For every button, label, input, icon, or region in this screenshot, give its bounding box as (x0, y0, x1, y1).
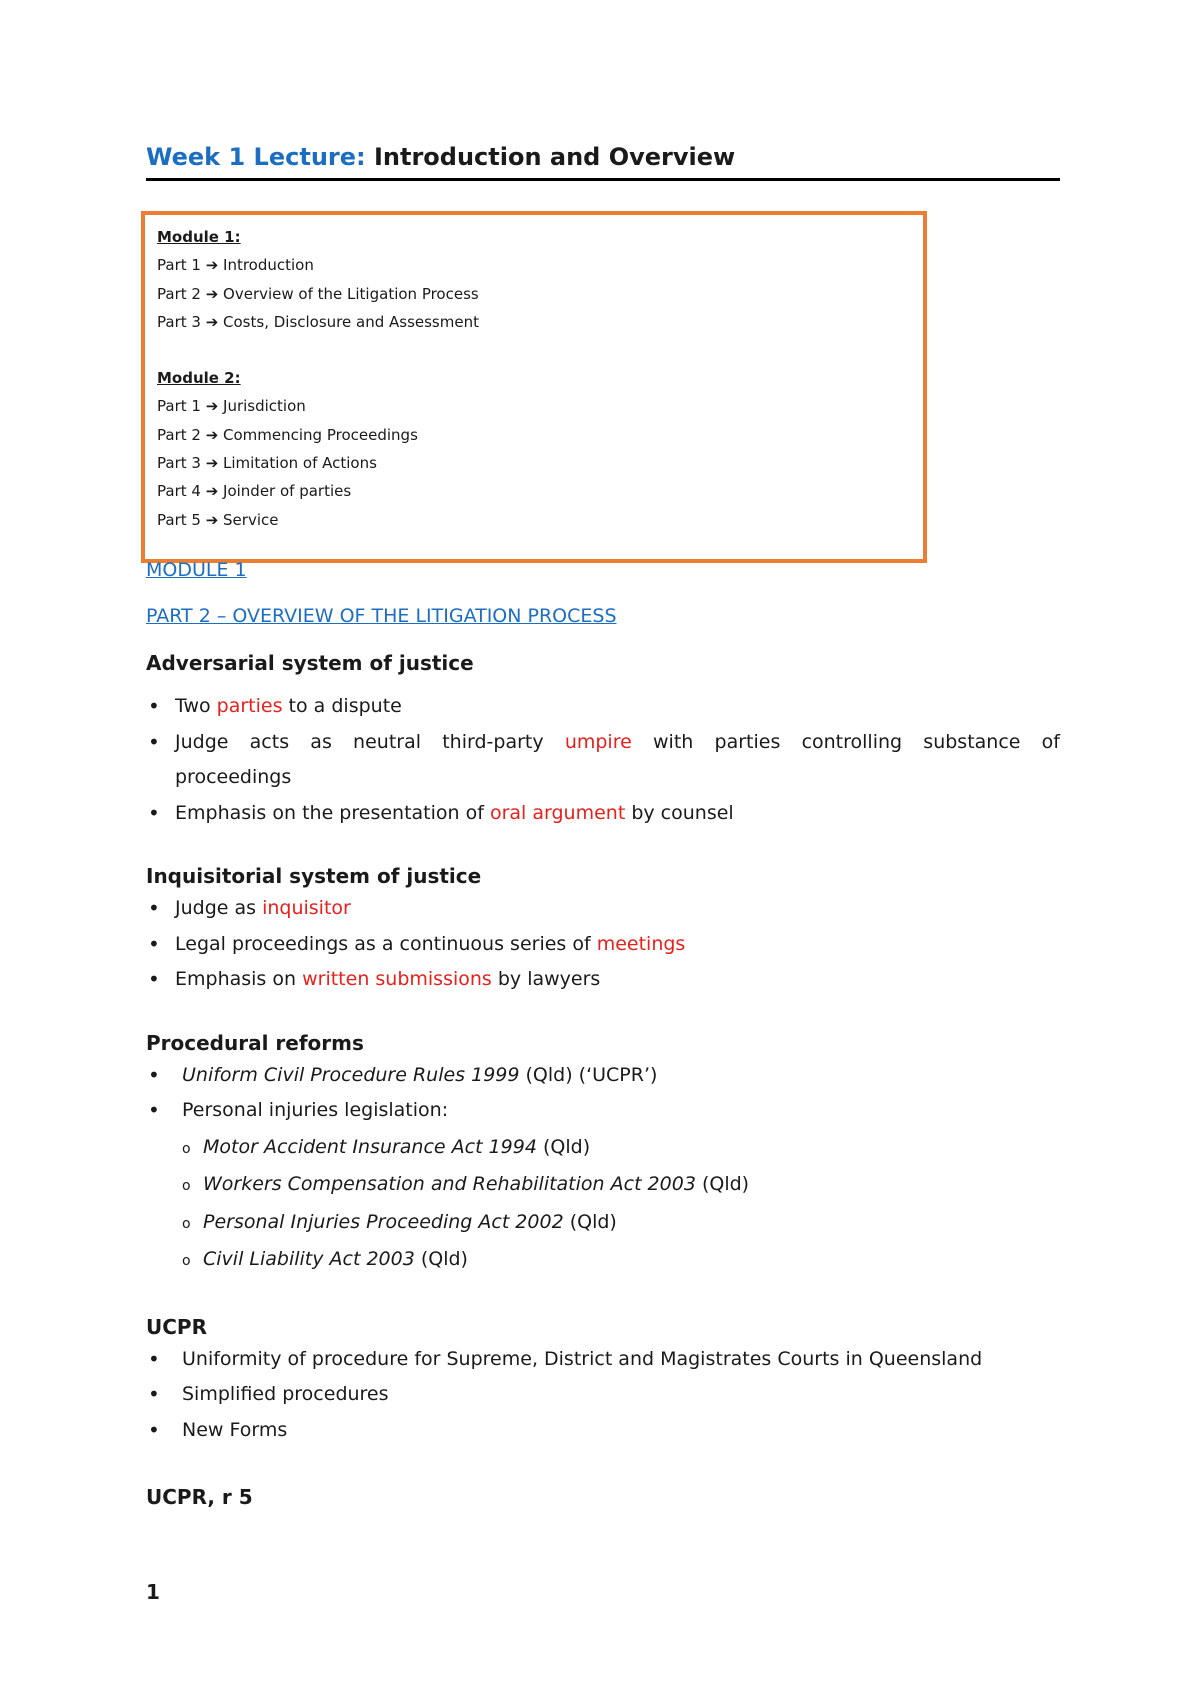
ucpr-heading: UCPR (146, 1314, 207, 1339)
adversarial-list (146, 689, 1060, 831)
module-2-part-4: Part 4 ➔ Joinder of parties (157, 482, 352, 501)
list-item: • New Forms (146, 1413, 1060, 1449)
module-2-heading: Module 2: (157, 369, 241, 388)
page-number: 1 (146, 1580, 160, 1604)
module-2-part-1: Part 1 ➔ Jurisdiction (157, 397, 306, 416)
page-title (146, 140, 1060, 181)
list-item: • Uniformity of procedure for Supreme, District and Magistrates Courts in Queensland (146, 1342, 1060, 1378)
document-body (146, 556, 1060, 1512)
list-item: • Emphasis on the presentation of oral argument by counsel (146, 796, 1060, 832)
inquisitorial-heading: Inquisitorial system of justice (146, 864, 482, 888)
sublist-item: o Civil Liability Act 2003 (Qld) (182, 1241, 1060, 1279)
part-2-link[interactable]: PART 2 – OVERVIEW OF THE LITIGATION PROCESS (146, 605, 617, 627)
list-item: • Two parties to a dispute (146, 689, 1060, 725)
module-1-link[interactable]: MODULE 1 (146, 559, 247, 581)
sublist-item: o Motor Accident Insurance Act 1994 (Qld) (182, 1129, 1060, 1167)
title-accent: Week 1 Lecture: (146, 143, 366, 171)
module-2-part-2: Part 2 ➔ Commencing Proceedings (157, 425, 418, 444)
sublist-item: o Workers Compensation and Rehabilitation Act 2003 (Qld) (182, 1166, 1060, 1204)
outline-spacer (157, 336, 923, 364)
inquisitorial-list (146, 891, 1060, 998)
reforms-heading: Procedural reforms (146, 1030, 364, 1055)
module-1-part-3: Part 3 ➔ Costs, Disclosure and Assessment (157, 312, 479, 331)
list-item: • Emphasis on written submissions by lawyers (146, 962, 1060, 998)
adversarial-heading: Adversarial system of justice (146, 651, 474, 675)
title-rest: Introduction and Overview (365, 143, 736, 171)
list-item: • Personal injuries legislation: (146, 1093, 1060, 1129)
list-item: • Judge acts as neutral third-party umpire with parties controlling substance of proceedings (146, 725, 1060, 796)
list-item: • Simplified procedures (146, 1377, 1060, 1413)
module-1-heading: Module 1: (157, 228, 241, 246)
module-1-part-1: Part 1 ➔ Introduction (157, 256, 314, 275)
ucpr-list (146, 1342, 1060, 1449)
module-2-part-3: Part 3 ➔ Limitation of Actions (157, 454, 377, 473)
module-2-part-5: Part 5 ➔ Service (157, 510, 279, 529)
acts-sublist (146, 1129, 1060, 1279)
ucpr-r5-heading: UCPR, r 5 (146, 1485, 253, 1509)
list-item: • Legal proceedings as a continuous series of meetings (146, 927, 1060, 963)
reforms-list (146, 1058, 1060, 1129)
list-item: • Judge as inquisitor (146, 891, 1060, 927)
list-item: • Uniform Civil Procedure Rules 1999 (Qld) (‘UCPR’) (146, 1058, 1060, 1094)
module-1-part-2: Part 2 ➔ Overview of the Litigation Process (157, 284, 479, 303)
sublist-item: o Personal Injuries Proceeding Act 2002 (Qld) (182, 1204, 1060, 1242)
module-outline-box (141, 211, 927, 563)
